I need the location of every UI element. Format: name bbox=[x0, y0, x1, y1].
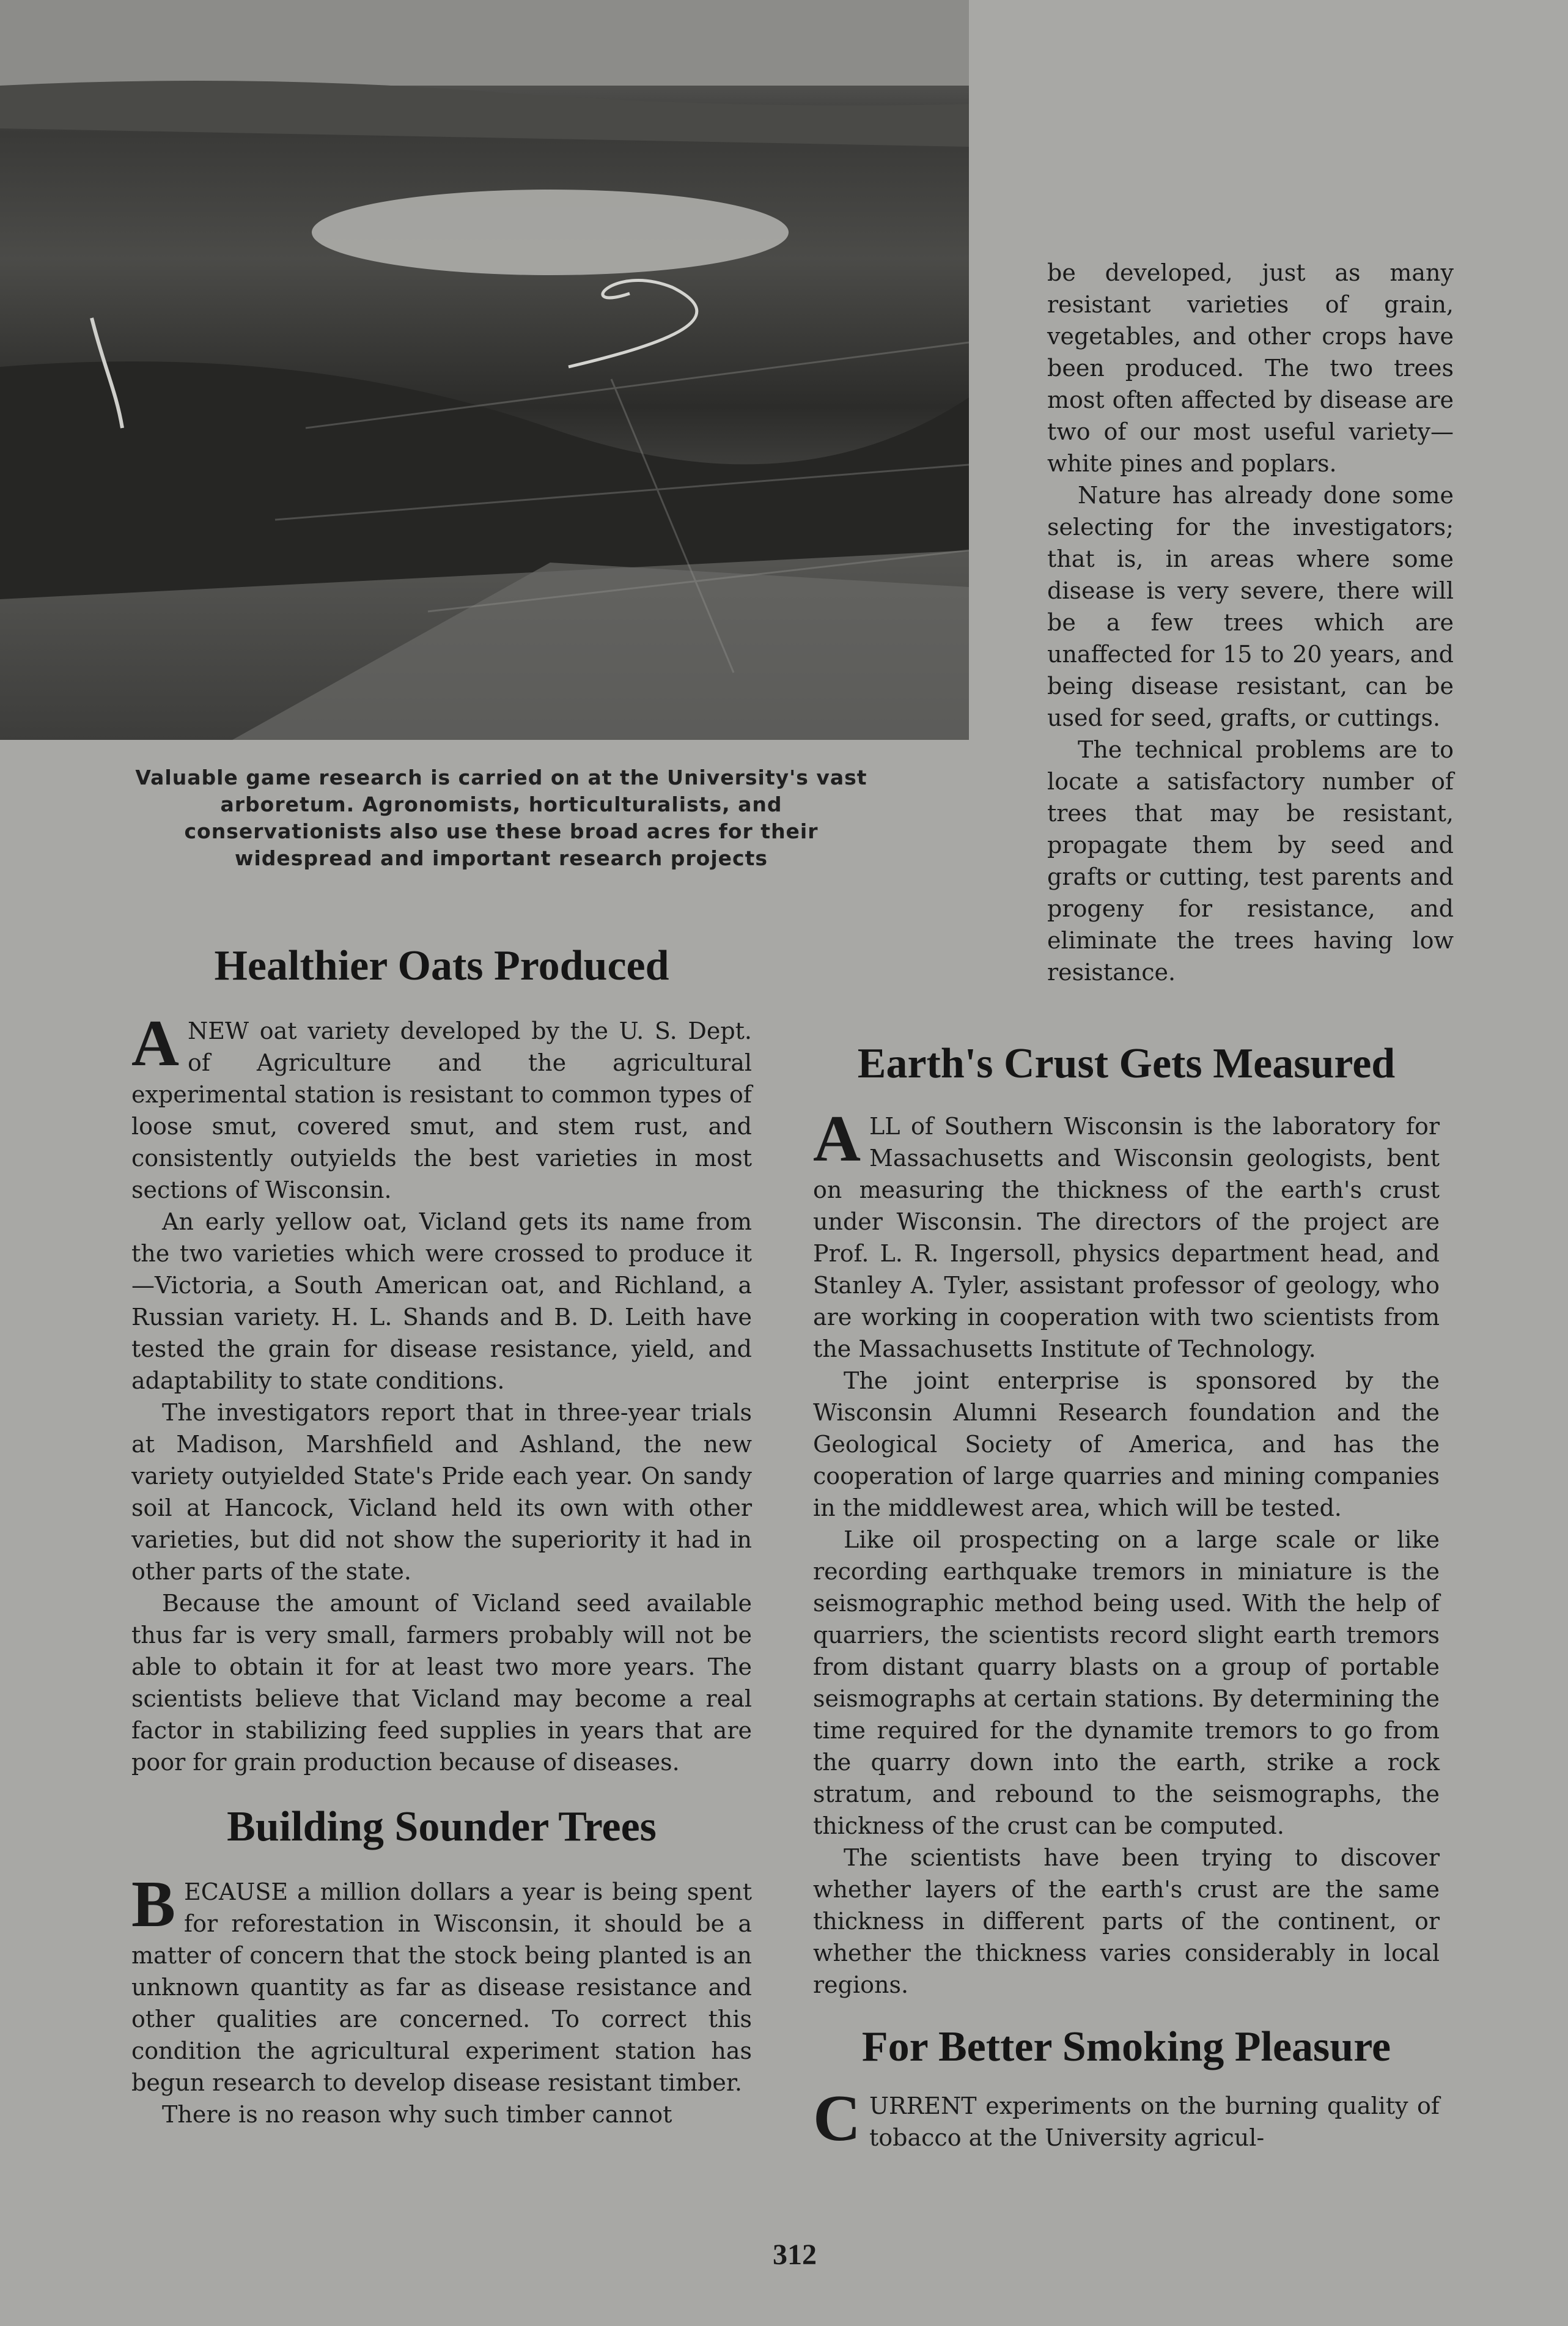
crust-article bbox=[813, 1039, 1440, 2154]
article-title: Building Sounder Trees bbox=[227, 1803, 657, 1850]
aerial-photo bbox=[0, 0, 969, 740]
paragraph: Nature has already done some selecting for the investigators; that is, in areas where some disease is very severe, there will be a few trees which are unaffected for 15 to 20 years, and being disease resistant, can be used for seed, grafts, or cuttings. bbox=[1047, 482, 1454, 731]
paragraph: The investigators report that in three-year trials at Madison, Marshfield and Ashland, the new variety outyielded State's Pride each year. On sandy soil at Hancock, Vicland held its own with other varieties, but did not show the superiority it had in other parts of the state. bbox=[131, 1399, 752, 1585]
photo-caption: Valuable game research is carried on at the University's vast arboretum. Agronomists, horticulturalists, and conservationists also use these broad acres for their widespread and important research projects bbox=[135, 766, 867, 870]
paragraph bbox=[131, 1007, 752, 1206]
article-title: For Better Smoking Pleasure bbox=[861, 2023, 1391, 2070]
paragraph: The technical problems are to locate a satisfactory number of trees that may be resistant, propagate them by seed and grafts or cutting, test parents and progeny for resistance, and eliminate the trees having low resistance. bbox=[1047, 736, 1454, 986]
paragraph bbox=[813, 1102, 1440, 1365]
article-title: Earth's Crust Gets Measured bbox=[857, 1040, 1396, 1087]
paragraph: be developed, just as many resistant varieties of grain, vegetables, and other crops have been produced. The two trees most often affected by disease are two of our most useful variety—white pines and poplars. bbox=[1047, 259, 1454, 477]
paragraph: Because the amount of Vicland seed available thus far is very small, farmers probably will not be able to obtain it for at least two more years. The scientists believe that Vicland may become a real factor in stabilizing feed supplies in years that are poor for grain production because of diseases. bbox=[131, 1590, 752, 1776]
page-number: 312 bbox=[773, 2239, 817, 2271]
paragraph bbox=[813, 2082, 1440, 2155]
paragraph-text: URRENT experiments on the burning quality of tobacco at the University agricul- bbox=[869, 2092, 1440, 2151]
continuation-column bbox=[1047, 257, 1454, 988]
paragraph: Like oil prospecting on a large scale or like recording earthquake tremors in miniature is the seismographic method being used. With the help of quarriers, the scientists record slight earth tremors from distant quarry blasts on a group of portable seismographs at certain stations. By determining the time required for the dynamite tremors to go from the quarry down into the earth, strike a rock stratum, and rebound to the seismographs, the thickness of the crust can be computed. bbox=[813, 1526, 1440, 1839]
paragraph: There is no reason why such timber cannot bbox=[162, 2101, 672, 2128]
article-title: Healthier Oats Produced bbox=[214, 942, 669, 989]
drop-cap: C bbox=[813, 2082, 861, 2155]
drop-cap: B bbox=[131, 1868, 176, 1941]
paragraph-text: ECAUSE a million dollars a year is being spent for reforestation in Wisconsin, it should be a matter of concern that the stock being planted is an unknown quantity as far as disease resistance and other qualities are concerned. To correct this condition the agricultural experiment station has begun research to develop disease resistant timber. bbox=[131, 1878, 752, 2096]
drop-cap: A bbox=[813, 1102, 861, 1175]
paragraph-text: LL of Southern Wisconsin is the laboratory for Massachusetts and Wisconsin geologists, bent on measuring the thickness of the earth's crust under Wisconsin. The directors of the project are Prof. L. R. Ingersoll, physics department head, and Stanley A. Tyler, assistant professor of geology, who are working in cooperation with two scientists from the Massachusetts Institute of Technology. bbox=[813, 1113, 1440, 1362]
paragraph: An early yellow oat, Vicland gets its name from the two varieties which were crossed to produce it—Victoria, a South American oat, and Richland, a Russian variety. H. L. Shands and B. D. Leith have tested the grain for disease resistance, yield, and adaptability to state conditions. bbox=[131, 1208, 752, 1394]
paragraph-text: NEW oat variety developed by the U. S. Dept. of Agriculture and the agricultural experimental station is resistant to common types of loose smut, covered smut, and stem rust, and consistently outyields the best varieties in most sections of Wisconsin. bbox=[131, 1017, 752, 1203]
oats-article bbox=[131, 942, 752, 2130]
paragraph bbox=[131, 1868, 752, 2099]
paragraph: The scientists have been trying to discover whether layers of the earth's crust are the same thickness in different parts of the continent, or whether the thickness varies considerably in local regions. bbox=[813, 1844, 1440, 1998]
paragraph: The joint enterprise is sponsored by the Wisconsin Alumni Research foundation and the Geological Society of America, and has the cooperation of large quarries and mining companies in the middlewest area, which will be tested. bbox=[813, 1367, 1440, 1521]
drop-cap: A bbox=[131, 1007, 179, 1080]
